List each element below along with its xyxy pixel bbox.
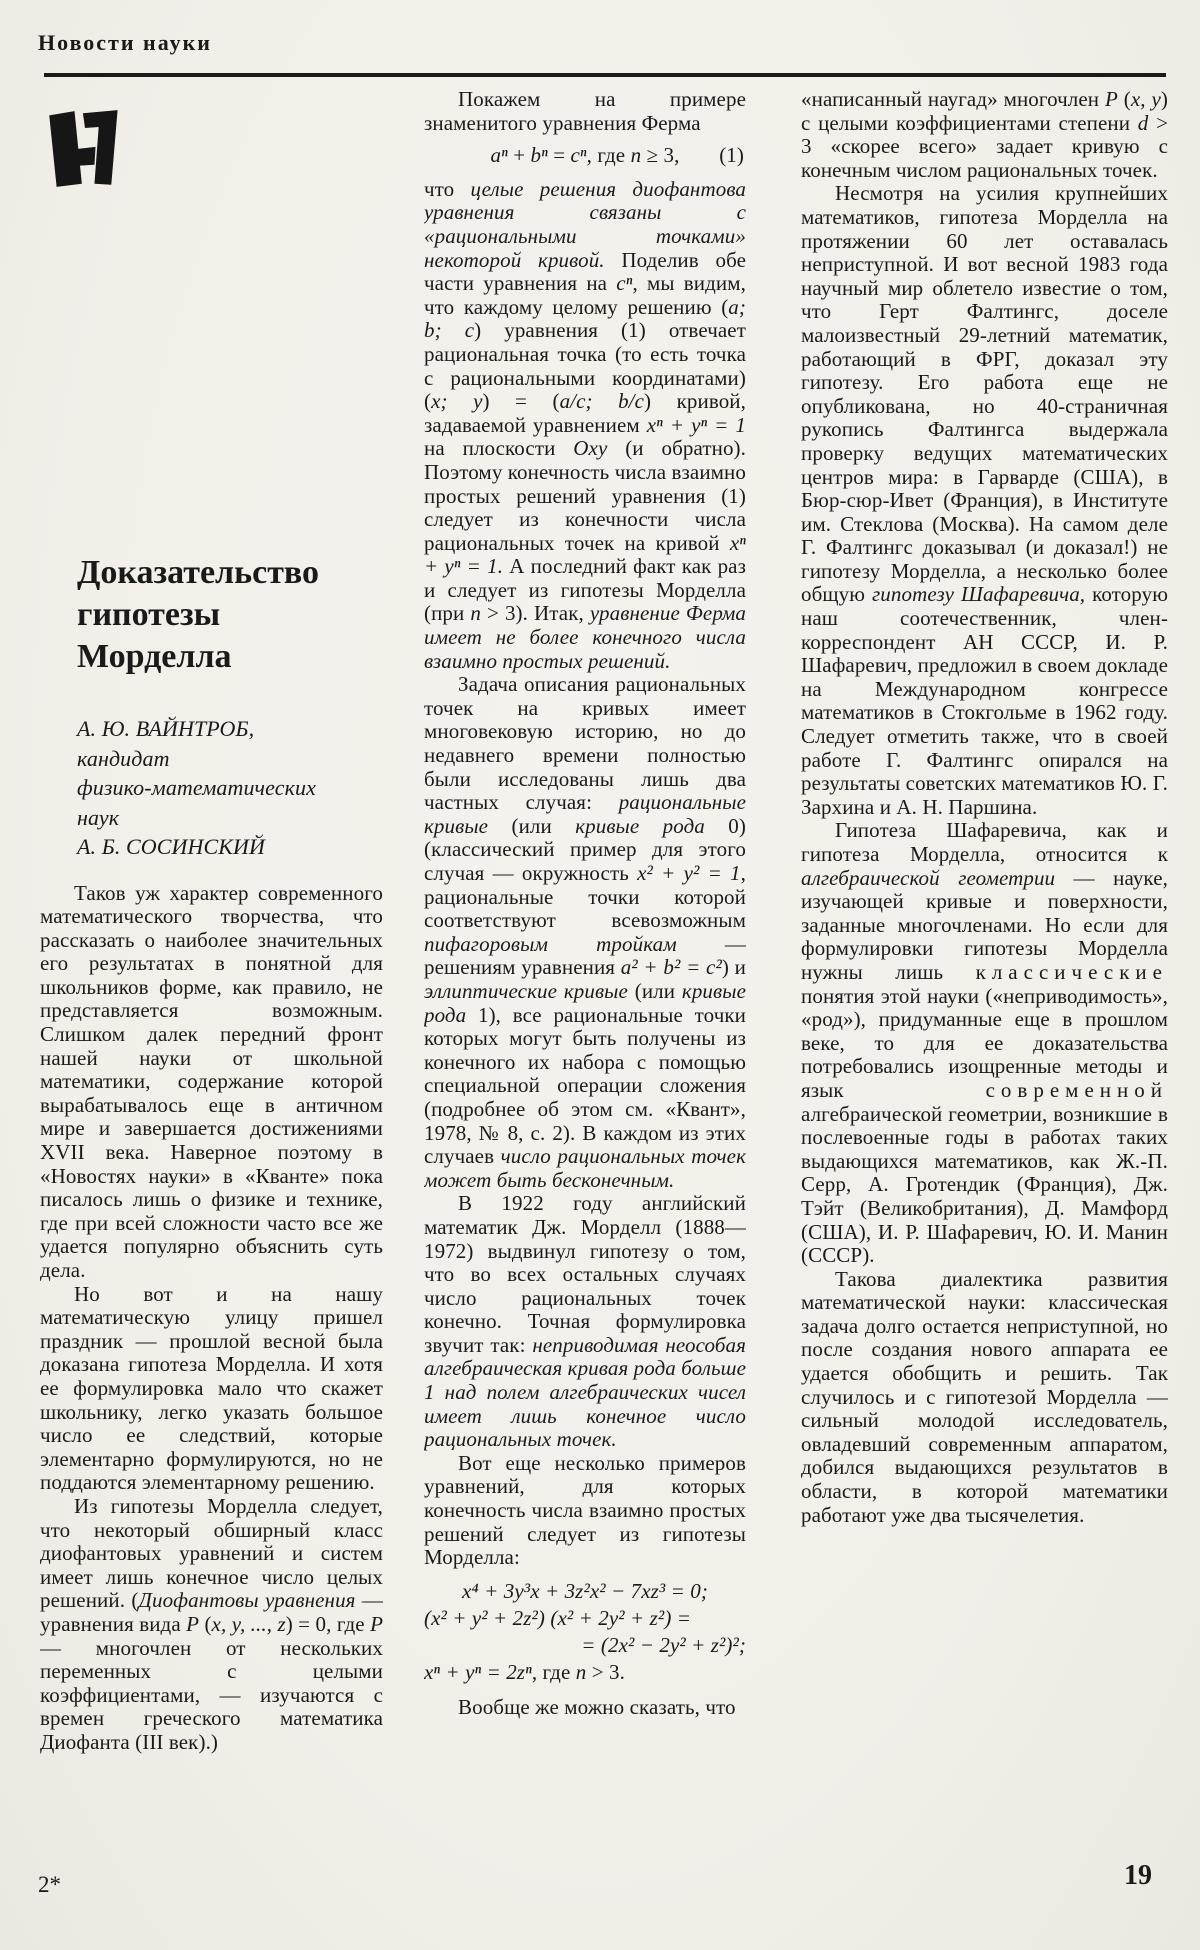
equation-number: (1) bbox=[719, 143, 744, 168]
equation-line: x⁴ + 3y³x + 3z²x² − 7xz³ = 0; bbox=[461, 1578, 708, 1603]
author-line: наук bbox=[77, 804, 120, 830]
equation-line: xⁿ + yⁿ = 2zⁿ, где n > 3. bbox=[424, 1659, 625, 1684]
author-line: А. Ю. ВАЙНТРОБ, bbox=[77, 716, 255, 741]
paragraph: Из гипотезы Морделла следует, что некоторый обширный класс диофантовых уравнений и систем имеет лишь конечное число целых решений. (Диофантовы уравнения — уравнения вида P (x, y, ..., z) = 0, где P — многочлен от нескольких переменных с целыми коэффициентами, — изучаются с времен греческого математика Диофанта (III век).) bbox=[40, 1493, 383, 1754]
paragraph: Вот еще несколько примеров уравнений, для которых конечность числа взаимно простых решений следует из гипотезы Морделла: bbox=[424, 1450, 746, 1570]
left-column bbox=[40, 88, 383, 1856]
author-line: А. Б. СОСИНСКИЙ bbox=[77, 834, 265, 859]
example-equations bbox=[424, 1578, 746, 1686]
title-line: Доказательство bbox=[77, 554, 320, 591]
author-line: физико-математических bbox=[77, 775, 316, 800]
paragraph: Таков уж характер современного математического творчества, что рассказать о наиболее значительных его результатах в понятной для школьников форме, как правило, не представляется возможным. Слишком далек передний фронт нашей науки от школьной математики, содержание которой вырабатывалось еще в античном мире и завершается достижениями XVII века. Наверное поэтому в «Новостях науки» в «Кванте» пока писалось лишь о физике и технике, где при всей сложности часто все же удается популярно объяснить суть дела. bbox=[40, 880, 383, 1282]
formula-body: aⁿ + bⁿ = cⁿ, где n ≥ 3, bbox=[490, 143, 680, 168]
fermat-equation bbox=[424, 144, 746, 168]
title-line: гипотезы bbox=[77, 596, 221, 633]
page-number: 19 bbox=[1124, 1860, 1152, 1891]
paragraph: В 1922 году английский математик Дж. Морделл (1888—1972) выдвинул гипотезу о том, что во всех остальных случаях число рациональных точек конечно. Точная формулировка звучит так: неприводимая неособая алгебраическая кривая рода больше 1 над полем алгебраических чисел имеет лишь конечное число рациональных точек. bbox=[424, 1191, 746, 1452]
paragraph: что целые решения диофантова уравнения связаны с «рациональными точками» некоторой кривой. Поделив обе части уравнения на cⁿ, мы видим, что каждому целому решению (a; b; c) уравнения (1) отвечает рациональная точка (то есть точка с рациональными координатами) (x; y) = (a/c; b/c) кривой, задаваемой уравнением xⁿ + yⁿ = 1 на плоскости Oxy (и обратно). Поэтому конечность числа взаимно простых решений уравнения (1) следует из конечности числа рациональных точек на кривой xⁿ + yⁿ = 1. А последний факт как раз и следует из гипотезы Морделла (при n > 3). Итак, уравнение Ферма имеет не более конечного числа взаимно простых решений. bbox=[424, 176, 746, 673]
equation-line: (x² + y² + 2z²) (x² + 2y² + z²) = bbox=[424, 1605, 692, 1630]
author-line: кандидат bbox=[77, 745, 170, 771]
paragraph: Несмотря на усилия крупнейших математиков, гипотеза Морделла на протяжении 60 лет оставалась неприступной. И вот весной 1983 года научный мир облетело известие о том, что Герт Фалтингс, доселе малоизвестный 29-летний математик, работающий в ФРГ, доказал эту гипотезу. Его работа еще не опубликована, но 40-страничная рукопись Фалтингса выдержала проверку ведущих математических центров мира: в Гарварде (США), в Бюр-сюр-Ивет (Франция), в Институте им. Стеклова (Москва). На самом деле Г. Фалтингс доказывал (и доказал!) не гипотезу Морделла, а несколько более общую гипотезу Шафаревича, которую наш соотечественник, член-корреспондент АН СССР, И. Р. Шафаревич, предложил в своем докладе на Международном конгрессе математиков в Стокгольме в 1962 году. Следует отметить также, что в своей работе Г. Фалтингс опирался на результаты советских математиков Ю. Г. Зархина и А. Н. Паршина. bbox=[801, 181, 1168, 819]
header-rule bbox=[44, 73, 1166, 77]
paragraph: Такова диалектика развития математической науки: классическая задача долго остается неприступной, но после создания нового аппарата ее удается обобщить и решить. Так случилось и с гипотезой Морделла — сильный молодой исследователь, овладевший современным аппаратом, добился выдающихся результатов в области, в которой математики работают уже два тысячелетия. bbox=[801, 1266, 1168, 1527]
paragraph: «написанный наугад» многочлен P (x, y) с целыми коэффициентами степени d > 3 «скорее всего» задает кривую с конечным числом рациональных точек. bbox=[801, 88, 1168, 182]
paragraph: Гипотеза Шафаревича, как и гипотеза Морделла, относится к алгебраической геометрии — науке, изучающей кривые и поверхности, заданные многочленами. Но если для формулировки гипотезы Морделла нужны лишь классические понятия этой науки («неприводимость», «род»), придуманные еще в прошлом веке, то для ее доказательства потребовались изощренные методы и язык современной алгебраической геометрии, возникшие в послевоенные годы в работах таких выдающихся математиков, как Ж.-П. Серр, А. Гротендик (Франция), Дж. Тэйт (Великобритания), Д. Мамфорд (США), И. Р. Шафаревич, Ю. И. Манин (СССР). bbox=[801, 818, 1168, 1268]
right-column bbox=[801, 88, 1168, 1856]
paragraph: Но вот и на нашу математическую улицу пришел праздник — прошлой весной была доказана гипотеза Морделла. И хотя ее формулировка мало что скажет школьнику, легко указать большое число ее следствий, которые элементарно формулируются, но не поддаются элементарному решению. bbox=[40, 1281, 383, 1495]
section-header: Новости науки bbox=[38, 30, 212, 55]
paragraph: Вообще же можно сказать, что bbox=[458, 1694, 736, 1719]
equation-line: = (2x² − 2y² + z²)²; bbox=[581, 1632, 746, 1657]
article-title bbox=[40, 552, 383, 678]
paragraph: Задача описания рациональных точек на кривых имеет многовековую историю, но до недавнего времени полностью были исследованы лишь два частных случая: рациональные кривые (или кривые рода 0) (классический пример для этого случая — окружность x² + y² = 1, рациональные точки которой соответствуют всевозможным пифагоровым тройкам — решениям уравнения a² + b² = c²) и эллиптические кривые (или кривые рода 1), все рациональные точки которых могут быть получены из конечного их набора с помощью специальной операции сложения (подробнее об этом см. «Квант», 1978, № 8, с. 2). В каждом из этих случаев число рациональных точек может быть бесконечным. bbox=[424, 672, 746, 1192]
signature-mark: 2* bbox=[38, 1872, 61, 1897]
title-line: Морделла bbox=[77, 638, 232, 675]
article-authors bbox=[40, 714, 383, 862]
middle-column bbox=[424, 88, 746, 1856]
paragraph: Покажем на примере знаменитого уравнения Ферма bbox=[424, 88, 746, 135]
